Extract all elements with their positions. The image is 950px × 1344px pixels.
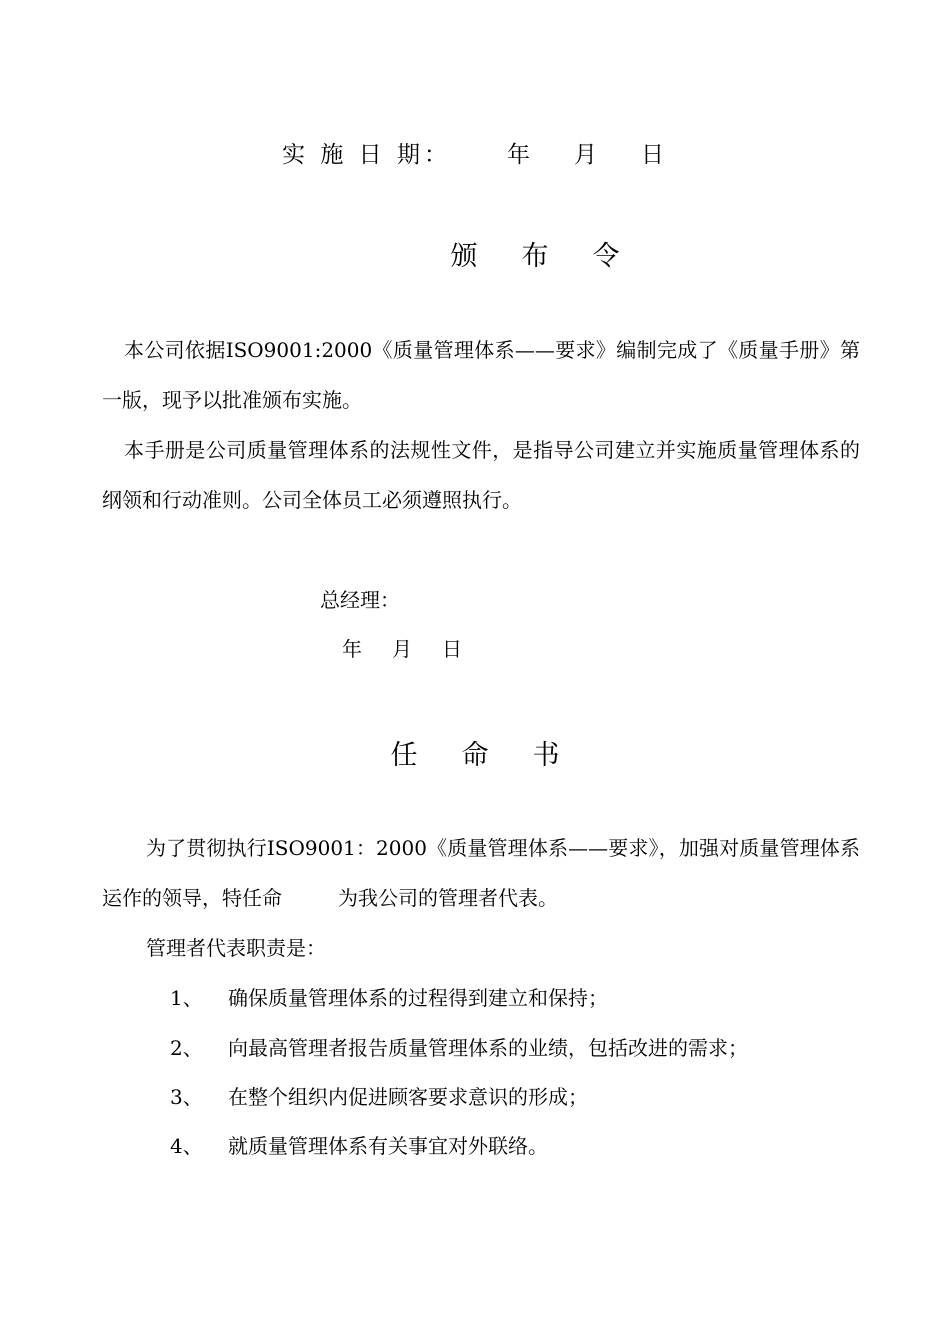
decree-sign-day: 日	[442, 637, 462, 661]
appointment-paragraph-part2: 为我公司的管理者代表。	[338, 886, 558, 910]
duty-item	[170, 1034, 748, 1062]
duty-item	[170, 1083, 588, 1111]
duties-intro: 管理者代表职责是：	[146, 936, 326, 960]
decree-title: 颁布令	[450, 241, 664, 272]
duty-item	[170, 984, 608, 1012]
duty-number: 4、	[170, 1134, 203, 1158]
implementation-day: 日	[640, 142, 668, 168]
duty-text: 向最高管理者报告质量管理体系的业绩，包括改进的需求；	[228, 1036, 748, 1060]
decree-sign-date	[342, 635, 462, 663]
duty-number: 2、	[170, 1036, 203, 1060]
implementation-year: 年	[506, 142, 534, 168]
duty-text: 在整个组织内促进顾客要求意识的形成；	[228, 1085, 588, 1109]
implementation-month: 月	[573, 142, 601, 168]
duty-text: 就质量管理体系有关事宜对外联络。	[228, 1134, 548, 1158]
implementation-date-line	[0, 136, 950, 169]
duty-number: 3、	[170, 1085, 203, 1109]
duty-item	[170, 1132, 548, 1160]
appointment-paragraph-part1: 为了贯彻执行ISO9001：2000《质量管理体系——要求》，加强对质量管理体系运作的领导，特任命	[102, 836, 860, 910]
duty-number: 1、	[170, 986, 203, 1010]
decree-paragraph-1: 本公司依据ISO9001:2000《质量管理体系——要求》编制完成了《质量手册》第一版，现予以批准颁布实施。	[102, 338, 860, 412]
appointment-paragraph	[102, 823, 860, 923]
implementation-date-label: 实 施 日 期：	[282, 142, 451, 168]
decree-sign-month: 月	[392, 637, 412, 661]
appointment-title: 任命书	[390, 740, 604, 771]
decree-paragraph-2: 本手册是公司质量管理体系的法规性文件，是指导公司建立并实施质量管理体系的纲领和行动准则。公司全体员工必须遵照执行。	[102, 438, 860, 512]
general-manager-label: 总经理：	[320, 588, 400, 612]
decree-sign-year: 年	[342, 637, 362, 661]
duty-text: 确保质量管理体系的过程得到建立和保持；	[228, 986, 608, 1010]
